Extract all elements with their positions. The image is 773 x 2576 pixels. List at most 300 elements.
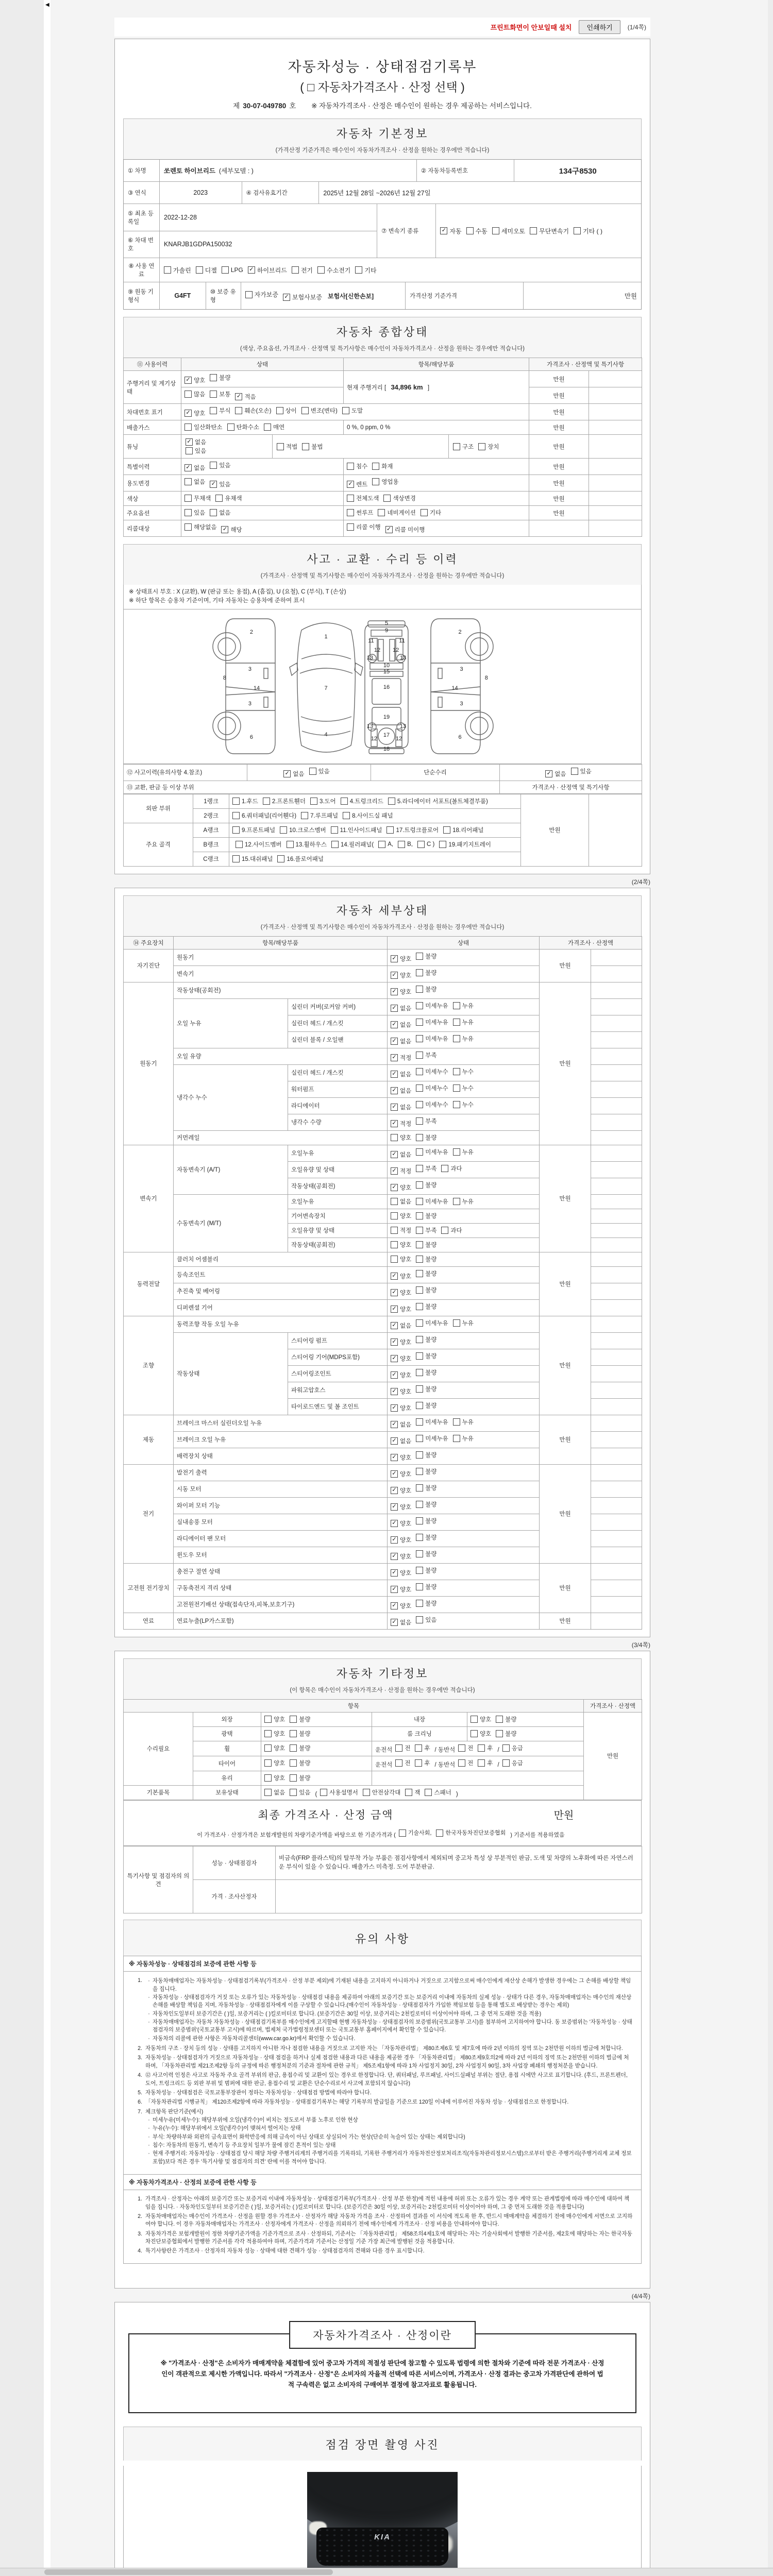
checkbox-option[interactable]	[443, 826, 483, 834]
unchecked-checkbox-icon[interactable]	[416, 1256, 423, 1263]
unchecked-checkbox-icon[interactable]	[436, 1829, 443, 1837]
checkbox-option[interactable]	[388, 797, 488, 805]
checkbox-option[interactable]	[391, 1404, 411, 1412]
checkbox-option[interactable]	[391, 1070, 411, 1078]
checkbox-option[interactable]	[439, 840, 491, 849]
unchecked-checkbox-icon[interactable]	[227, 423, 234, 431]
checked-checkbox-icon[interactable]: ✓	[391, 1005, 398, 1012]
checkbox-option[interactable]	[302, 443, 323, 451]
checkbox-option[interactable]	[184, 494, 211, 502]
checkbox-option[interactable]	[383, 494, 415, 502]
unchecked-checkbox-icon[interactable]	[355, 266, 362, 274]
unchecked-checkbox-icon[interactable]	[453, 1101, 460, 1108]
unchecked-checkbox-icon[interactable]	[343, 812, 350, 819]
checked-checkbox-icon[interactable]: ✓	[391, 972, 398, 979]
checkbox-option[interactable]	[436, 1829, 506, 1838]
checkbox-option[interactable]	[276, 406, 297, 415]
checkbox-option[interactable]	[391, 1569, 411, 1577]
checkbox-option[interactable]	[398, 841, 413, 848]
checked-checkbox-icon[interactable]: ✓	[391, 1503, 398, 1511]
checkbox-option[interactable]	[391, 1054, 411, 1062]
unchecked-checkbox-icon[interactable]	[310, 798, 317, 805]
unchecked-checkbox-icon[interactable]	[184, 423, 192, 431]
checked-checkbox-icon[interactable]: ✓	[391, 988, 398, 995]
checkbox-option[interactable]	[186, 447, 263, 455]
unchecked-checkbox-icon[interactable]	[416, 1451, 423, 1459]
checkbox-option[interactable]	[264, 1759, 285, 1767]
unchecked-checkbox-icon[interactable]	[372, 478, 379, 485]
checkbox-option[interactable]	[184, 478, 205, 486]
checkbox-option[interactable]	[416, 1335, 436, 1344]
unchecked-checkbox-icon[interactable]	[388, 798, 395, 805]
checkbox-option[interactable]	[283, 770, 304, 778]
unchecked-checkbox-icon[interactable]	[416, 1117, 423, 1125]
unchecked-checkbox-icon[interactable]	[416, 1019, 423, 1026]
checkbox-option[interactable]	[292, 266, 313, 275]
unchecked-checkbox-icon[interactable]	[416, 1468, 423, 1475]
checkbox-option[interactable]	[416, 1067, 448, 1076]
checkbox-option[interactable]	[277, 443, 297, 451]
checkbox-option[interactable]	[492, 227, 525, 235]
checkbox-option[interactable]	[416, 1352, 436, 1360]
unchecked-checkbox-icon[interactable]	[236, 841, 243, 848]
unchecked-checkbox-icon[interactable]	[415, 1759, 422, 1767]
checkbox-option[interactable]	[453, 1148, 474, 1156]
unchecked-checkbox-icon[interactable]	[492, 227, 499, 234]
unchecked-checkbox-icon[interactable]	[574, 227, 581, 234]
unchecked-checkbox-icon[interactable]	[290, 1744, 297, 1752]
unchecked-checkbox-icon[interactable]	[416, 1435, 423, 1442]
checkbox-option[interactable]	[184, 523, 216, 531]
checkbox-option[interactable]	[416, 1269, 436, 1278]
checkbox-option[interactable]	[391, 1470, 411, 1478]
unchecked-checkbox-icon[interactable]	[196, 266, 203, 274]
checked-checkbox-icon[interactable]: ✓	[385, 526, 393, 533]
unchecked-checkbox-icon[interactable]	[416, 1534, 423, 1541]
unchecked-checkbox-icon[interactable]	[398, 841, 405, 848]
checkbox-option[interactable]	[210, 509, 230, 517]
checkbox-option[interactable]	[245, 290, 278, 299]
unchecked-checkbox-icon[interactable]	[416, 1402, 423, 1409]
unchecked-checkbox-icon[interactable]	[347, 523, 354, 531]
unchecked-checkbox-icon[interactable]	[184, 391, 192, 398]
checkbox-option[interactable]	[391, 1150, 411, 1159]
checkbox-option[interactable]	[453, 1418, 474, 1426]
checkbox-option[interactable]	[263, 797, 306, 805]
checkbox-option[interactable]	[416, 1451, 436, 1459]
checkbox-option[interactable]	[184, 423, 223, 431]
unchecked-checkbox-icon[interactable]	[378, 841, 385, 848]
unchecked-checkbox-icon[interactable]	[453, 1319, 460, 1327]
unchecked-checkbox-icon[interactable]	[416, 1165, 423, 1172]
checkbox-option[interactable]	[415, 1759, 430, 1767]
checkbox-option[interactable]	[470, 1715, 491, 1723]
checkbox-option[interactable]	[210, 461, 230, 469]
checkbox-option[interactable]	[184, 376, 205, 384]
checkbox-option[interactable]	[232, 797, 258, 805]
checkbox-option[interactable]	[416, 1002, 448, 1010]
unchecked-checkbox-icon[interactable]	[290, 1716, 297, 1723]
checkbox-option[interactable]	[416, 1550, 436, 1558]
checked-checkbox-icon[interactable]: ✓	[391, 1520, 398, 1527]
unchecked-checkbox-icon[interactable]	[416, 1336, 423, 1343]
unchecked-checkbox-icon[interactable]	[571, 768, 578, 775]
checked-checkbox-icon[interactable]: ✓	[391, 1536, 398, 1544]
checkbox-option[interactable]	[264, 1774, 285, 1782]
checkbox-option[interactable]	[210, 390, 230, 398]
checkbox-option[interactable]	[416, 1226, 436, 1234]
checkbox-option[interactable]	[378, 841, 393, 848]
unchecked-checkbox-icon[interactable]	[347, 495, 354, 502]
unchecked-checkbox-icon[interactable]	[458, 1759, 465, 1767]
checked-checkbox-icon[interactable]: ✓	[391, 1487, 398, 1494]
checkbox-option[interactable]	[347, 523, 381, 531]
checkbox-option[interactable]	[416, 1197, 448, 1206]
checked-checkbox-icon[interactable]: ✓	[545, 770, 552, 777]
checkbox-option[interactable]	[232, 855, 273, 863]
unchecked-checkbox-icon[interactable]	[347, 463, 354, 470]
checkbox-option[interactable]	[416, 1018, 448, 1026]
unchecked-checkbox-icon[interactable]	[416, 1134, 423, 1141]
checkbox-option[interactable]	[283, 293, 322, 301]
checkbox-option[interactable]	[453, 1197, 474, 1206]
checkbox-option[interactable]	[391, 1420, 411, 1429]
unchecked-checkbox-icon[interactable]	[290, 1730, 297, 1737]
checkbox-option[interactable]	[441, 1226, 462, 1234]
checkbox-option[interactable]	[310, 797, 336, 805]
checkbox-option[interactable]	[416, 1302, 436, 1311]
checkbox-option[interactable]	[391, 1021, 411, 1029]
unchecked-checkbox-icon[interactable]	[264, 1730, 272, 1737]
checkbox-option[interactable]	[416, 1599, 436, 1607]
unchecked-checkbox-icon[interactable]	[210, 374, 217, 381]
unchecked-checkbox-icon[interactable]	[416, 1286, 423, 1294]
checkbox-option[interactable]	[416, 1148, 448, 1156]
checkbox-option[interactable]	[232, 811, 296, 820]
checkbox-option[interactable]	[391, 1272, 411, 1280]
checkbox-option[interactable]	[571, 767, 592, 775]
checkbox-option[interactable]	[355, 266, 376, 275]
unchecked-checkbox-icon[interactable]	[391, 1212, 398, 1219]
checkbox-option[interactable]	[425, 1788, 451, 1797]
checkbox-option[interactable]	[395, 1759, 410, 1767]
checked-checkbox-icon[interactable]: ✓	[391, 1104, 398, 1111]
checked-checkbox-icon[interactable]: ✓	[391, 955, 398, 962]
checkbox-option[interactable]	[416, 1517, 436, 1525]
checkbox-option[interactable]	[391, 1167, 411, 1175]
checked-checkbox-icon[interactable]: ✓	[184, 464, 192, 471]
unchecked-checkbox-icon[interactable]	[277, 855, 284, 862]
checkbox-option[interactable]	[221, 526, 242, 534]
unchecked-checkbox-icon[interactable]	[416, 1212, 423, 1219]
unchecked-checkbox-icon[interactable]	[331, 841, 339, 848]
unchecked-checkbox-icon[interactable]	[416, 1270, 423, 1277]
checked-checkbox-icon[interactable]: ✓	[391, 1071, 398, 1078]
checkbox-option[interactable]	[416, 1181, 436, 1189]
unchecked-checkbox-icon[interactable]	[264, 1716, 272, 1723]
horizontal-scrollbar[interactable]	[0, 2568, 773, 2576]
checked-checkbox-icon[interactable]: ✓	[391, 1553, 398, 1560]
unchecked-checkbox-icon[interactable]	[317, 266, 325, 274]
unchecked-checkbox-icon[interactable]	[399, 1829, 406, 1837]
checkbox-option[interactable]	[196, 266, 217, 275]
checkbox-option[interactable]	[453, 1084, 474, 1092]
checkbox-option[interactable]	[184, 390, 205, 398]
checkbox-option[interactable]	[416, 1084, 448, 1092]
checkbox-option[interactable]	[186, 438, 263, 446]
checkbox-option[interactable]	[416, 1286, 436, 1294]
checked-checkbox-icon[interactable]: ✓	[391, 1087, 398, 1094]
checkbox-option[interactable]	[416, 1418, 448, 1426]
unchecked-checkbox-icon[interactable]	[264, 423, 271, 431]
checkbox-option[interactable]	[453, 443, 474, 451]
checked-checkbox-icon[interactable]: ✓	[391, 1167, 398, 1175]
unchecked-checkbox-icon[interactable]	[416, 1181, 423, 1189]
print-button[interactable]: 인쇄하기	[579, 20, 620, 34]
checked-checkbox-icon[interactable]: ✓	[391, 1322, 398, 1329]
checkbox-option[interactable]	[502, 1744, 523, 1752]
checkbox-option[interactable]	[347, 480, 367, 488]
checkbox-option[interactable]	[184, 509, 205, 517]
unchecked-checkbox-icon[interactable]	[264, 1759, 272, 1767]
checked-checkbox-icon[interactable]: ✓	[186, 438, 193, 446]
unchecked-checkbox-icon[interactable]	[466, 227, 474, 234]
checkbox-option[interactable]	[210, 374, 230, 382]
checkbox-option[interactable]	[416, 1434, 448, 1443]
checkbox-option[interactable]	[391, 1585, 411, 1594]
checkbox-option[interactable]	[453, 1067, 474, 1076]
checkbox-option[interactable]	[453, 1018, 474, 1026]
unchecked-checkbox-icon[interactable]	[280, 826, 287, 834]
checked-checkbox-icon[interactable]: ✓	[347, 481, 354, 488]
unchecked-checkbox-icon[interactable]	[416, 1303, 423, 1310]
checkbox-option[interactable]	[264, 423, 284, 431]
unchecked-checkbox-icon[interactable]	[441, 1165, 448, 1172]
unchecked-checkbox-icon[interactable]	[453, 1148, 460, 1156]
unchecked-checkbox-icon[interactable]	[372, 463, 379, 470]
unchecked-checkbox-icon[interactable]	[416, 1148, 423, 1156]
checkbox-option[interactable]	[391, 1183, 411, 1192]
unchecked-checkbox-icon[interactable]	[416, 1101, 423, 1108]
unchecked-checkbox-icon[interactable]	[378, 509, 385, 516]
unchecked-checkbox-icon[interactable]	[210, 509, 217, 516]
checkbox-option[interactable]	[391, 1037, 411, 1045]
checkbox-option[interactable]	[331, 826, 382, 834]
unchecked-checkbox-icon[interactable]	[210, 462, 217, 469]
checkbox-option[interactable]	[478, 1759, 493, 1767]
checkbox-option[interactable]	[391, 1255, 411, 1263]
checkbox-option[interactable]	[264, 1715, 285, 1723]
checkbox-option[interactable]	[416, 1401, 436, 1410]
unchecked-checkbox-icon[interactable]	[347, 509, 354, 516]
checkbox-option[interactable]	[215, 494, 242, 502]
checked-checkbox-icon[interactable]: ✓	[391, 1054, 398, 1061]
checkbox-option[interactable]	[264, 1744, 285, 1752]
unchecked-checkbox-icon[interactable]	[416, 1385, 423, 1393]
unchecked-checkbox-icon[interactable]	[277, 443, 284, 450]
unchecked-checkbox-icon[interactable]	[232, 812, 240, 819]
checkbox-option[interactable]	[417, 841, 434, 848]
unchecked-checkbox-icon[interactable]	[341, 798, 348, 805]
checkbox-option[interactable]	[458, 1759, 473, 1767]
checkbox-option[interactable]	[416, 1100, 448, 1109]
checkbox-option[interactable]	[405, 1788, 420, 1797]
unchecked-checkbox-icon[interactable]	[453, 1435, 460, 1442]
checked-checkbox-icon[interactable]: ✓	[391, 1151, 398, 1158]
checkbox-option[interactable]	[391, 1453, 411, 1462]
checkbox-option[interactable]	[184, 409, 205, 417]
checkbox-option[interactable]	[391, 1212, 411, 1220]
checked-checkbox-icon[interactable]: ✓	[248, 266, 255, 274]
checkbox-option[interactable]	[391, 1486, 411, 1495]
unchecked-checkbox-icon[interactable]	[232, 826, 240, 834]
checkbox-option[interactable]	[391, 1305, 411, 1313]
checkbox-option[interactable]	[453, 1002, 474, 1010]
checkbox-option[interactable]	[309, 767, 330, 775]
unchecked-checkbox-icon[interactable]	[416, 1052, 423, 1059]
checkbox-option[interactable]	[478, 443, 499, 451]
checkbox-option[interactable]	[342, 406, 363, 415]
checkbox-option[interactable]	[363, 1788, 401, 1797]
checkbox-option[interactable]	[466, 227, 488, 235]
checkbox-option[interactable]	[264, 1730, 285, 1738]
checkbox-option[interactable]	[441, 1164, 462, 1173]
checked-checkbox-icon[interactable]: ✓	[391, 1273, 398, 1280]
checkbox-option[interactable]	[210, 480, 230, 488]
checkbox-option[interactable]	[210, 406, 230, 415]
checkbox-option[interactable]	[391, 1120, 411, 1128]
checked-checkbox-icon[interactable]: ✓	[391, 1184, 398, 1191]
checkbox-option[interactable]	[391, 955, 411, 963]
unchecked-checkbox-icon[interactable]	[453, 1418, 460, 1426]
checkbox-option[interactable]	[453, 1035, 474, 1043]
unchecked-checkbox-icon[interactable]	[425, 1789, 432, 1796]
checkbox-option[interactable]	[391, 1321, 411, 1330]
unchecked-checkbox-icon[interactable]	[453, 1035, 460, 1042]
checked-checkbox-icon[interactable]: ✓	[221, 526, 228, 533]
checkbox-option[interactable]	[399, 1829, 432, 1838]
checkbox-option[interactable]	[287, 840, 327, 849]
unchecked-checkbox-icon[interactable]	[416, 986, 423, 993]
checkbox-option[interactable]	[391, 1087, 411, 1095]
unchecked-checkbox-icon[interactable]	[287, 841, 294, 848]
checkbox-option[interactable]	[277, 855, 324, 863]
unchecked-checkbox-icon[interactable]	[395, 1759, 402, 1767]
checkbox-option[interactable]	[320, 1788, 358, 1797]
checked-checkbox-icon[interactable]: ✓	[440, 227, 447, 234]
scrollbar-thumb[interactable]	[44, 2569, 333, 2575]
unchecked-checkbox-icon[interactable]	[210, 407, 217, 414]
unchecked-checkbox-icon[interactable]	[302, 443, 309, 450]
checked-checkbox-icon[interactable]: ✓	[391, 1421, 398, 1428]
checked-checkbox-icon[interactable]: ✓	[391, 1569, 398, 1577]
unchecked-checkbox-icon[interactable]	[395, 1744, 402, 1752]
checked-checkbox-icon[interactable]: ✓	[283, 294, 290, 301]
unchecked-checkbox-icon[interactable]	[416, 1418, 423, 1426]
checked-checkbox-icon[interactable]: ✓	[391, 1470, 398, 1478]
unchecked-checkbox-icon[interactable]	[290, 1774, 297, 1782]
checkbox-option[interactable]	[341, 797, 383, 805]
checkbox-option[interactable]	[290, 1715, 310, 1723]
checked-checkbox-icon[interactable]: ✓	[391, 1454, 398, 1461]
checkbox-option[interactable]	[391, 1519, 411, 1528]
unchecked-checkbox-icon[interactable]	[292, 266, 299, 274]
checkbox-option[interactable]	[453, 1100, 474, 1109]
unchecked-checkbox-icon[interactable]	[453, 1084, 460, 1092]
unchecked-checkbox-icon[interactable]	[405, 1789, 412, 1796]
checkbox-option[interactable]	[458, 1744, 473, 1752]
checkbox-option[interactable]	[391, 1133, 411, 1142]
checkbox-option[interactable]	[496, 1730, 516, 1738]
checkbox-option[interactable]	[227, 423, 259, 431]
checked-checkbox-icon[interactable]: ✓	[391, 1021, 398, 1028]
checkbox-option[interactable]	[347, 462, 367, 470]
unchecked-checkbox-icon[interactable]	[276, 407, 283, 414]
checked-checkbox-icon[interactable]: ✓	[391, 1306, 398, 1313]
unchecked-checkbox-icon[interactable]	[309, 768, 316, 775]
unchecked-checkbox-icon[interactable]	[391, 1198, 398, 1205]
checkbox-option[interactable]	[372, 478, 398, 486]
checked-checkbox-icon[interactable]: ✓	[391, 1602, 398, 1609]
unchecked-checkbox-icon[interactable]	[416, 1227, 423, 1234]
checkbox-option[interactable]	[391, 1618, 411, 1626]
checkbox-option[interactable]	[416, 1164, 436, 1173]
checkbox-option[interactable]	[416, 985, 436, 993]
unchecked-checkbox-icon[interactable]	[386, 826, 394, 834]
unchecked-checkbox-icon[interactable]	[186, 447, 193, 454]
checkbox-option[interactable]	[222, 266, 243, 274]
unchecked-checkbox-icon[interactable]	[391, 1134, 398, 1141]
checked-checkbox-icon[interactable]: ✓	[391, 1355, 398, 1362]
unchecked-checkbox-icon[interactable]	[184, 478, 192, 485]
checkbox-option[interactable]	[421, 509, 441, 517]
unchecked-checkbox-icon[interactable]	[363, 1789, 370, 1796]
unchecked-checkbox-icon[interactable]	[264, 1789, 272, 1796]
checkbox-option[interactable]	[545, 770, 566, 778]
unchecked-checkbox-icon[interactable]	[443, 826, 450, 834]
unchecked-checkbox-icon[interactable]	[453, 443, 460, 450]
unchecked-checkbox-icon[interactable]	[383, 495, 391, 502]
checkbox-option[interactable]	[416, 1255, 436, 1263]
checkbox-option[interactable]	[184, 464, 205, 472]
checkbox-option[interactable]	[391, 1536, 411, 1544]
checkbox-option[interactable]	[453, 1319, 474, 1327]
checkbox-option[interactable]	[391, 1371, 411, 1379]
checkbox-option[interactable]	[248, 266, 287, 275]
unchecked-checkbox-icon[interactable]	[232, 855, 240, 862]
unchecked-checkbox-icon[interactable]	[245, 291, 253, 298]
unchecked-checkbox-icon[interactable]	[496, 1716, 503, 1723]
unchecked-checkbox-icon[interactable]	[453, 1002, 460, 1009]
unchecked-checkbox-icon[interactable]	[439, 841, 446, 848]
checkbox-option[interactable]	[416, 1484, 436, 1492]
unchecked-checkbox-icon[interactable]	[416, 1002, 423, 1009]
unchecked-checkbox-icon[interactable]	[416, 1484, 423, 1492]
checkbox-option[interactable]	[416, 1212, 436, 1220]
checkbox-option[interactable]	[496, 1715, 516, 1723]
unchecked-checkbox-icon[interactable]	[502, 1759, 510, 1767]
unchecked-checkbox-icon[interactable]	[184, 509, 192, 516]
checkbox-option[interactable]	[416, 1566, 436, 1574]
unchecked-checkbox-icon[interactable]	[301, 812, 308, 819]
unchecked-checkbox-icon[interactable]	[164, 266, 171, 274]
unchecked-checkbox-icon[interactable]	[416, 1501, 423, 1508]
checkbox-option[interactable]	[347, 509, 373, 517]
checkbox-option[interactable]	[416, 1368, 436, 1377]
checkbox-option[interactable]	[391, 1197, 411, 1206]
checkbox-option[interactable]	[235, 393, 256, 401]
unchecked-checkbox-icon[interactable]	[416, 1035, 423, 1042]
